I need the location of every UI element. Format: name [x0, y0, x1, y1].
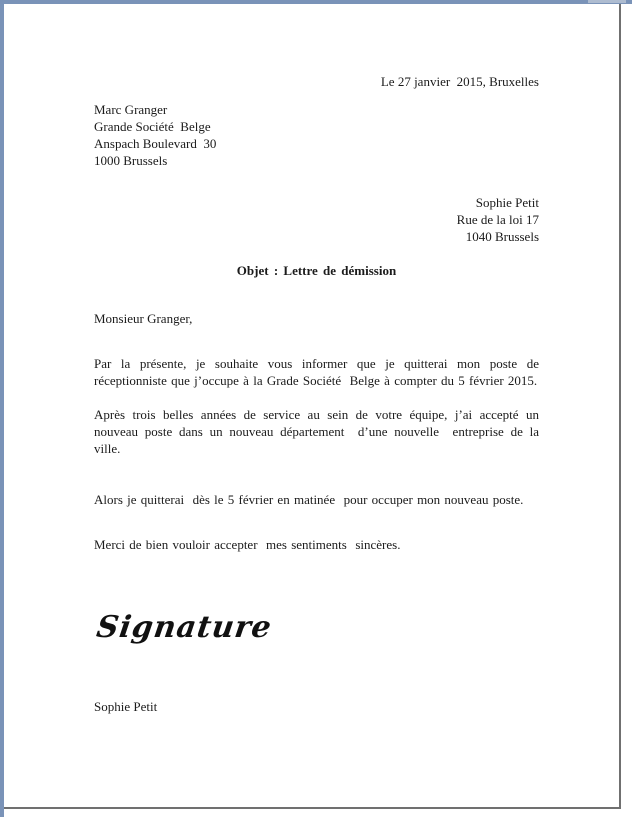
paragraph-departure-date: Alors je quitterai dès le 5 février en matinée pour occuper mon nouveau poste.	[94, 492, 524, 507]
handwritten-signature: Signature	[94, 610, 275, 645]
letter-content	[4, 4, 619, 807]
salutation: Monsieur Granger,	[94, 311, 193, 326]
window-top-edge-highlight	[588, 0, 626, 3]
recipient-name: Sophie Petit	[475, 195, 539, 210]
document-page	[4, 4, 621, 809]
date-line: Le 27 janvier 2015, Bruxelles	[380, 74, 539, 89]
subject-line: Objet : Lettre de démission	[236, 263, 397, 278]
recipient-address-block	[94, 194, 539, 245]
recipient-city: 1040 Brussels	[465, 229, 539, 244]
sender-address-block	[94, 101, 539, 169]
recipient-street: Rue de la loi 17	[456, 212, 539, 227]
sender-name: Marc Granger	[94, 102, 168, 117]
paragraph-closing: Merci de bien vouloir accepter mes sentiments sincères.	[94, 537, 401, 552]
paragraph-new-position: Après trois belles années de service au sein de votre équipe, j’ai accepté un nouveau poste dans un nouveau département d’une nouvelle entreprise de la ville.	[94, 407, 544, 456]
paragraph-resignation-notice: Par la présente, je souhaite vous informer que je quitterai mon poste de réceptionniste que j’occupe à la Grade Société Belge à compter du 5 février 2015.	[94, 356, 544, 388]
sender-company: Grande Société Belge	[94, 119, 211, 134]
sender-street: Anspach Boulevard 30	[94, 136, 217, 151]
sender-city: 1000 Brussels	[94, 153, 168, 168]
signature-name: Sophie Petit	[94, 699, 158, 714]
